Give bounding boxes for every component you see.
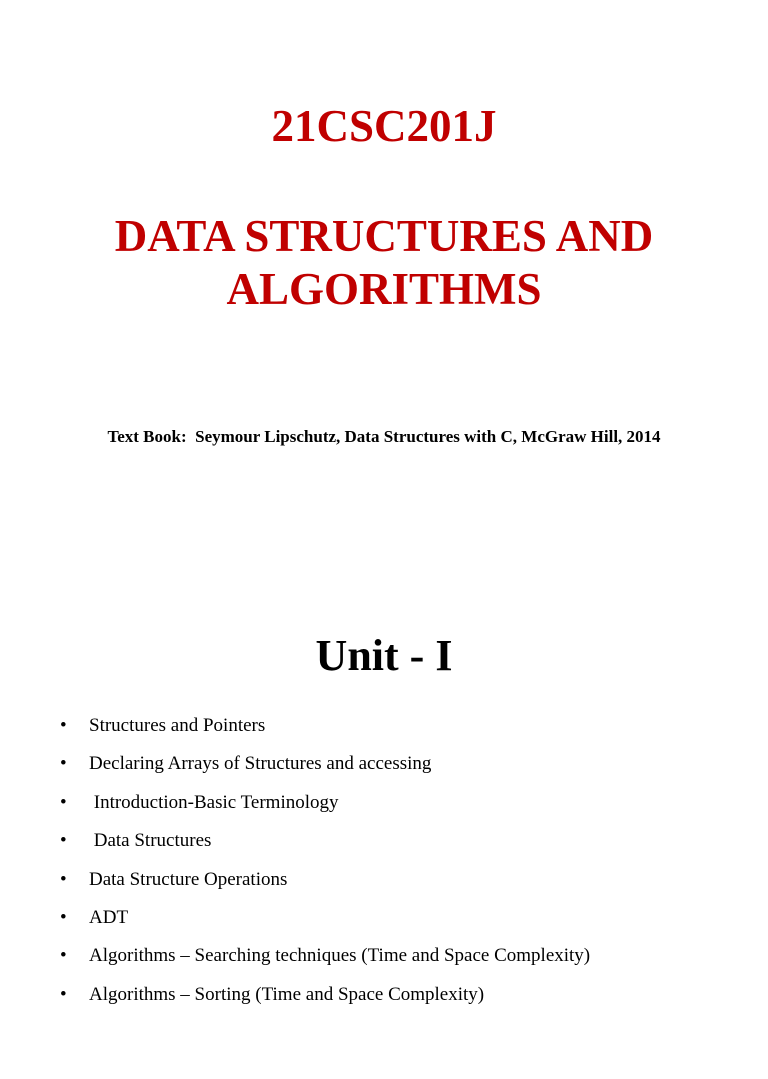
list-item	[0, 868, 288, 906]
textbook-reference: Text Book: Seymour Lipschutz, Data Structures with C, McGraw Hill, 2014	[107, 427, 661, 446]
topic-label: ADT	[89, 906, 129, 928]
bullet-icon: •	[60, 753, 67, 775]
bullet-icon: •	[60, 906, 67, 928]
topic-label: Introduction-Basic Terminology	[89, 791, 339, 813]
unit-slide	[0, 576, 768, 1024]
list-item	[0, 752, 432, 790]
list-item	[0, 714, 266, 752]
course-title: DATA STRUCTURES AND ALGORITHMS	[114, 211, 654, 314]
bullet-icon: •	[60, 715, 67, 736]
topic-label: Declaring Arrays of Structures and accessing	[89, 753, 432, 775]
unit-heading: Unit - I	[315, 631, 453, 680]
bullet-icon: •	[60, 983, 67, 1005]
bullet-icon: •	[60, 791, 67, 813]
list-item	[0, 829, 212, 867]
topic-label: Data Structures	[89, 830, 212, 852]
bullet-icon: •	[60, 868, 67, 890]
list-item	[0, 944, 591, 982]
topic-label: Algorithms – Sorting (Time and Space Complexity)	[89, 983, 485, 1005]
topic-label: Algorithms – Searching techniques (Time and Space Complexity)	[89, 945, 591, 967]
topic-label: Data Structure Operations	[89, 868, 288, 890]
list-item	[0, 791, 339, 829]
list-item	[0, 906, 129, 944]
topic-label: Structures and Pointers	[89, 715, 266, 736]
topic-list	[0, 714, 591, 1021]
bullet-icon: •	[60, 830, 67, 852]
list-item	[0, 983, 485, 1021]
course-code: 21CSC201J	[271, 101, 497, 151]
bullet-icon: •	[60, 945, 67, 967]
